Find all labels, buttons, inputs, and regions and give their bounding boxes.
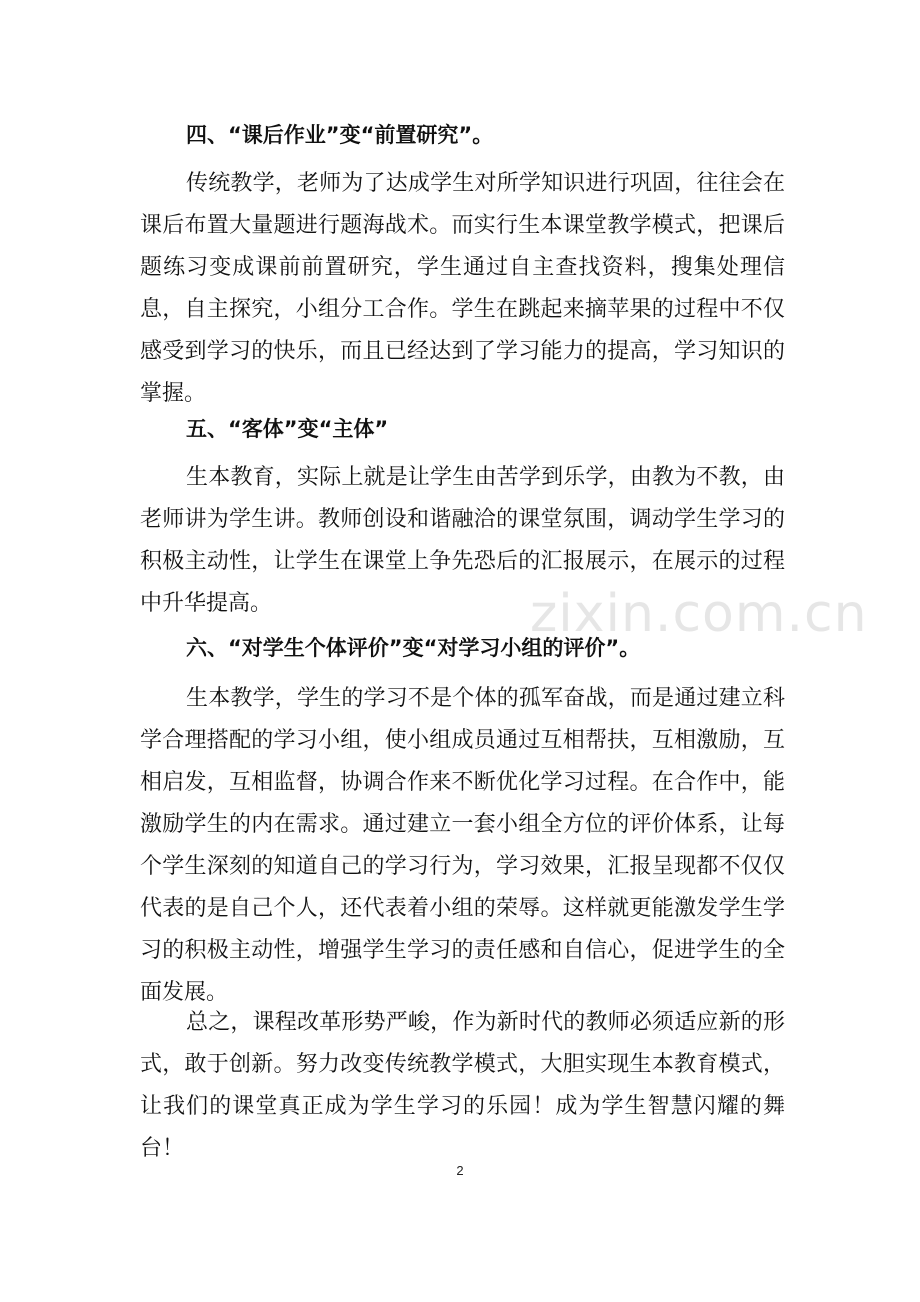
section-4-heading: 四、“课后作业”变“前置研究”。 xyxy=(186,123,494,147)
section-4-body: 传统教学，老师为了达成学生对所学知识进行巩固，往往会在课后布置大量题进行题海战术。而实行生本课堂教学模式，把课后题练习变成课前前置研究，学生通过自主查找资料，搜集处理信息，自主探究，小组分工合作。学生在跳起来摘苹果的过程中不仅感受到学习的快乐，而且已经达到了学习能力的提高，学习知识的掌握。 xyxy=(140,171,785,406)
section-5-heading: 五、“客体”变“主体” xyxy=(186,417,389,441)
conclusion-paragraph: 总之，课程改革形势严峻，作为新时代的教师必须适应新的形式，敢于创新。努力改变传统教学模式，大胆实现生本教育模式，让我们的课堂真正成为学生学习的乐园！成为学生智慧闪耀的舞台！ xyxy=(140,1010,785,1161)
section-6-heading: 六、“对学生个体评价”变“对学习小组的评价”。 xyxy=(186,636,641,660)
section-5-body: 生本教育，实际上就是让学生由苦学到乐学，由教为不教，由老师讲为学生讲。教师创设和谐融洽的课堂氛围，调动学生学习的积极主动性，让学生在课堂上争先恐后的汇报展示，在展示的过程中升华提高。 xyxy=(140,465,785,616)
section-6-body: 生本教学，学生的学习不是个体的孤军奋战，而是通过建立科学合理搭配的学习小组，使小组成员通过互相帮扶，互相激励，互相启发，互相监督，协调合作来不断优化学习过程。在合作中，能激励学生的内在需求。通过建立一套小组全方位的评价体系，让每个学生深刻的知道自己的学习行为，学习效果，汇报呈现都不仅仅代表的是自己个人，还代表着小组的荣辱。这样就更能激发学生学习的积极主动性，增强学生学习的责任感和自信心，促进学生的全面发展。 xyxy=(140,686,785,1005)
page-number: 2 xyxy=(456,1163,464,1178)
watermark: zixin.com.cn xyxy=(530,584,868,644)
